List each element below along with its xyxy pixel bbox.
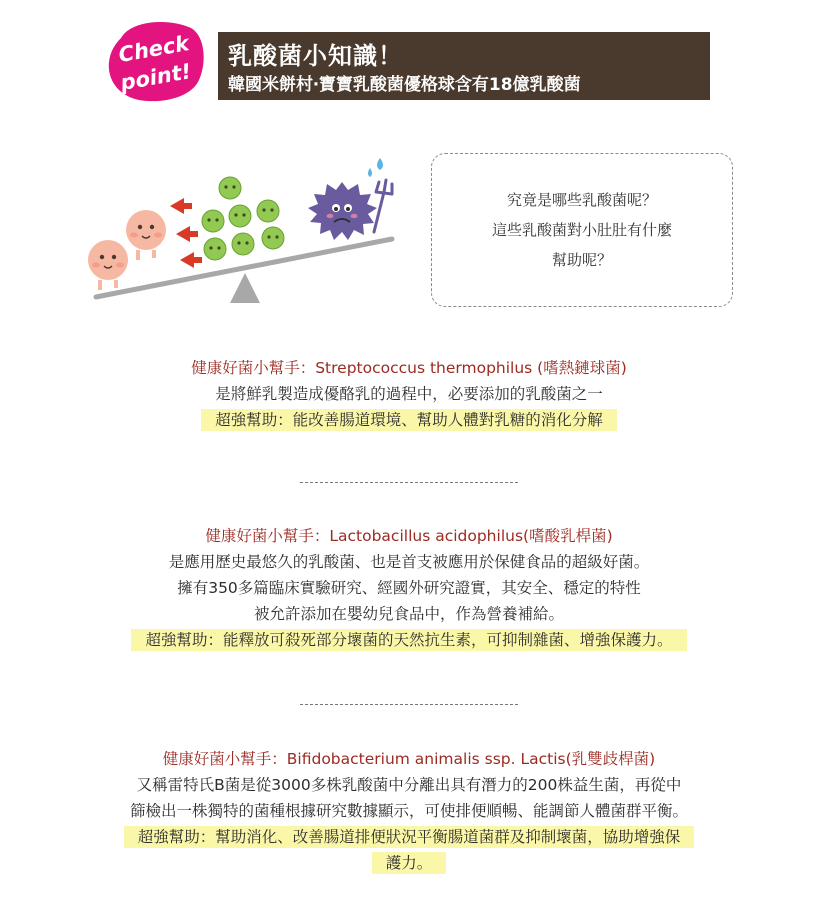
badge-text-point: point! xyxy=(118,59,193,96)
section-text: 篩檢出一株獨特的菌種根據研究數據顯示，可使排便順暢、能調節人體菌群平衡。 xyxy=(129,802,688,820)
page-title: 乳酸菌小知識！ xyxy=(228,42,403,70)
section-text: 被允許添加在嬰幼兒食品中，作為營養補給。 xyxy=(253,605,564,623)
section-title: 健康好菌小幫手：Lactobacillus acidophilus(嗜酸乳桿菌) xyxy=(205,527,613,545)
section-text: 是將鮮乳製造成優酪乳的過程中，必要添加的乳酸菌之一 xyxy=(215,385,603,403)
badge-text-check: Check xyxy=(116,31,191,68)
question-line: 幫助呢？ xyxy=(551,251,612,269)
arrow-left-icon xyxy=(170,198,192,214)
sweat-drop-icon xyxy=(368,168,372,177)
arrow-left-icon xyxy=(180,252,202,268)
title-bar xyxy=(218,32,710,100)
section-text: 是應用歷史最悠久的乳酸菌、也是首支被應用於保健食品的超級好菌。 xyxy=(168,553,650,571)
lactic-bacteria-cluster-icon xyxy=(202,177,284,260)
question-line: 究竟是哪些乳酸菌呢？ xyxy=(506,191,657,209)
section-title: 健康好菌小幫手：Streptococcus thermophilus (嗜熱鏈球菌) xyxy=(191,359,627,377)
section-title: 健康好菌小幫手：Bifidobacterium animalis ssp. Lactis(乳雙歧桿菌) xyxy=(162,750,656,768)
sweat-drop-icon xyxy=(377,158,383,170)
section-divider xyxy=(300,704,518,705)
question-box xyxy=(431,153,733,307)
section-text: 擁有350多篇臨床實驗研究、經國外研究證實，其安全、穩定的特性 xyxy=(177,579,641,597)
section-streptococcus xyxy=(0,355,818,433)
bad-bacteria-icon xyxy=(308,182,377,240)
highlight-text: 護力。 xyxy=(372,852,447,874)
question-line: 這些乳酸菌對小肚肚有什麼 xyxy=(491,221,672,239)
section-divider xyxy=(300,482,518,483)
arrow-left-icon xyxy=(176,226,198,242)
good-bacteria-icon xyxy=(126,210,166,260)
highlight-text: 超強幫助：幫助消化、改善腸道排便狀況平衡腸道菌群及抑制壞菌，協助增強保 xyxy=(124,826,695,848)
section-lactobacillus xyxy=(0,523,818,653)
section-bifidobacterium xyxy=(0,746,818,876)
page-subtitle: 韓國米餅村‧寶寶乳酸菌優格球含有18億乳酸菌 xyxy=(228,75,581,95)
highlight-text: 超強幫助：能釋放可殺死部分壞菌的天然抗生素，可抑制雜菌、增強保護力。 xyxy=(131,629,686,651)
highlight-text: 超強幫助：能改善腸道環境、幫助人體對乳糖的消化分解 xyxy=(201,409,617,431)
seesaw-pivot xyxy=(230,273,260,303)
good-bacteria-icon xyxy=(88,240,128,290)
seesaw-illustration xyxy=(80,150,410,310)
trident-icon xyxy=(374,180,392,232)
check-point-badge xyxy=(107,18,207,104)
section-text: 又稱雷特氏B菌是從3000多株乳酸菌中分離出具有潛力的200株益生菌，再從中 xyxy=(136,776,682,794)
